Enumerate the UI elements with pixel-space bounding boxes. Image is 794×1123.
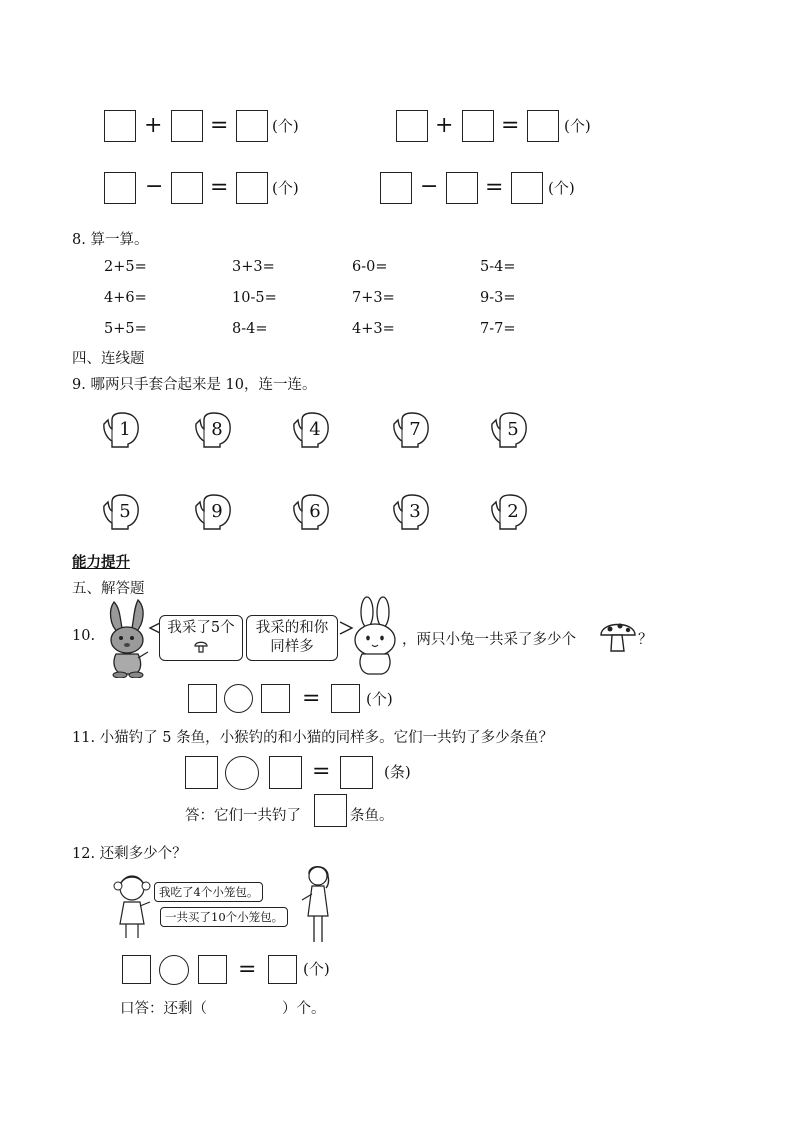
plus-sign: + bbox=[144, 113, 163, 138]
mushroom-icon bbox=[193, 638, 209, 654]
mitten-number: 5 bbox=[119, 501, 131, 522]
girl-illustration bbox=[110, 872, 156, 944]
answer-box[interactable] bbox=[171, 172, 203, 204]
calc-item: 10-5= bbox=[232, 290, 277, 306]
calc-item: 5-4= bbox=[480, 259, 516, 275]
woman-illustration bbox=[296, 864, 340, 946]
q12-question: 12. 还剩多少个？ bbox=[72, 846, 187, 862]
calc-item: 7-7= bbox=[480, 321, 516, 337]
mitten-number: 4 bbox=[309, 419, 321, 440]
mitten-number: 9 bbox=[211, 501, 223, 522]
answer-box[interactable] bbox=[104, 110, 136, 142]
bubble-text: 我采的和你 bbox=[255, 620, 329, 636]
bubble-text: 我采了5个 bbox=[167, 620, 235, 636]
calc-item: 8-4= bbox=[232, 321, 268, 337]
answer-box[interactable] bbox=[188, 684, 217, 713]
calc-item: 7+3= bbox=[352, 290, 395, 306]
mitten-icon[interactable] bbox=[192, 412, 232, 448]
answer-box[interactable] bbox=[236, 110, 268, 142]
white-rabbit-illustration bbox=[350, 596, 400, 678]
answer-box[interactable] bbox=[380, 172, 412, 204]
unit-label: (个) bbox=[366, 690, 393, 708]
equals-sign: = bbox=[501, 113, 520, 138]
answer-box[interactable] bbox=[314, 794, 347, 827]
q12-answer-suffix: ）个。 bbox=[282, 1001, 326, 1017]
unit-label: (个) bbox=[272, 179, 299, 197]
equals-sign: = bbox=[302, 686, 321, 711]
operator-circle[interactable] bbox=[225, 756, 259, 790]
answer-box[interactable] bbox=[527, 110, 559, 142]
unit-label: (个) bbox=[272, 117, 299, 135]
q11-question: 11. 小猫钓了 5 条鱼，小猴钓的和小猫的同样多。它们一共钓了多少条鱼？ bbox=[72, 730, 554, 746]
plus-sign: + bbox=[435, 113, 454, 138]
mitten-number: 5 bbox=[507, 419, 519, 440]
equals-sign: = bbox=[485, 175, 504, 200]
calc-item: 6-0= bbox=[352, 259, 388, 275]
q11-answer-suffix: 条鱼。 bbox=[350, 808, 394, 824]
answer-box[interactable] bbox=[261, 684, 290, 713]
mitten-icon[interactable] bbox=[100, 494, 140, 530]
mushroom-icon bbox=[598, 617, 638, 655]
calc-item: 2+5= bbox=[104, 259, 147, 275]
answer-box[interactable] bbox=[269, 756, 302, 789]
answer-box[interactable] bbox=[198, 955, 227, 984]
operator-circle[interactable] bbox=[224, 684, 253, 713]
speech-bubble-rabbit-2 bbox=[246, 615, 338, 661]
equals-sign: = bbox=[210, 113, 229, 138]
calc-item: 3+3= bbox=[232, 259, 275, 275]
ability-heading: 能力提升 bbox=[72, 554, 130, 571]
answer-box[interactable] bbox=[185, 756, 218, 789]
unit-label: (个) bbox=[548, 179, 575, 197]
q9-title: 9. 哪两只手套合起来是 10，连一连。 bbox=[72, 377, 317, 393]
mitten-icon[interactable] bbox=[390, 412, 430, 448]
mitten-number: 6 bbox=[309, 501, 321, 522]
mitten-icon[interactable] bbox=[290, 494, 330, 530]
calc-item: 4+6= bbox=[104, 290, 147, 306]
answer-box[interactable] bbox=[396, 110, 428, 142]
calc-item: 4+3= bbox=[352, 321, 395, 337]
answer-box[interactable] bbox=[340, 756, 373, 789]
section-4-title: 四、连线题 bbox=[72, 351, 145, 367]
bubble-text: 同样多 bbox=[270, 639, 314, 655]
answer-box[interactable] bbox=[122, 955, 151, 984]
answer-box[interactable] bbox=[268, 955, 297, 984]
equals-sign: = bbox=[312, 759, 331, 784]
speech-bubble-girl: 我吃了4个小笼包。 bbox=[154, 882, 263, 902]
answer-box[interactable] bbox=[462, 110, 494, 142]
calc-item: 9-3= bbox=[480, 290, 516, 306]
mitten-icon[interactable] bbox=[488, 494, 528, 530]
equals-sign: = bbox=[238, 957, 257, 982]
mitten-icon[interactable] bbox=[488, 412, 528, 448]
mitten-number: 3 bbox=[409, 501, 421, 522]
speech-bubble-mother: 一共买了10个小笼包。 bbox=[160, 907, 288, 927]
answer-box[interactable] bbox=[446, 172, 478, 204]
mitten-icon[interactable] bbox=[390, 494, 430, 530]
mitten-icon[interactable] bbox=[100, 412, 140, 448]
q8-title: 8. 算一算。 bbox=[72, 232, 149, 248]
q10-question-mark: ？ bbox=[638, 632, 653, 648]
speech-bubble-rabbit-1 bbox=[159, 615, 243, 661]
mitten-icon[interactable] bbox=[290, 412, 330, 448]
answer-box[interactable] bbox=[331, 684, 360, 713]
mitten-number: 7 bbox=[409, 419, 421, 440]
unit-label: (个) bbox=[303, 960, 330, 978]
equals-sign: = bbox=[210, 175, 229, 200]
answer-box[interactable] bbox=[171, 110, 203, 142]
mitten-number: 1 bbox=[119, 419, 131, 440]
q11-answer-prefix: 答：它们一共钓了 bbox=[185, 808, 301, 824]
answer-box[interactable] bbox=[104, 172, 136, 204]
mitten-number: 8 bbox=[211, 419, 223, 440]
answer-box[interactable] bbox=[236, 172, 268, 204]
minus-sign: − bbox=[420, 174, 439, 199]
q12-answer-prefix: 口答：还剩（ bbox=[120, 1001, 207, 1017]
calc-item: 5+5= bbox=[104, 321, 147, 337]
q10-number: 10. bbox=[72, 628, 96, 644]
section-5-title: 五、解答题 bbox=[72, 581, 145, 597]
operator-circle[interactable] bbox=[159, 955, 189, 985]
unit-label: (条) bbox=[384, 763, 411, 781]
minus-sign: − bbox=[145, 174, 164, 199]
mitten-icon[interactable] bbox=[192, 494, 232, 530]
answer-box[interactable] bbox=[511, 172, 543, 204]
unit-label: (个) bbox=[564, 117, 591, 135]
mitten-number: 2 bbox=[507, 501, 519, 522]
q10-question: ，两只小兔一共采了多少个 bbox=[402, 632, 576, 648]
grey-rabbit-illustration bbox=[100, 598, 156, 678]
